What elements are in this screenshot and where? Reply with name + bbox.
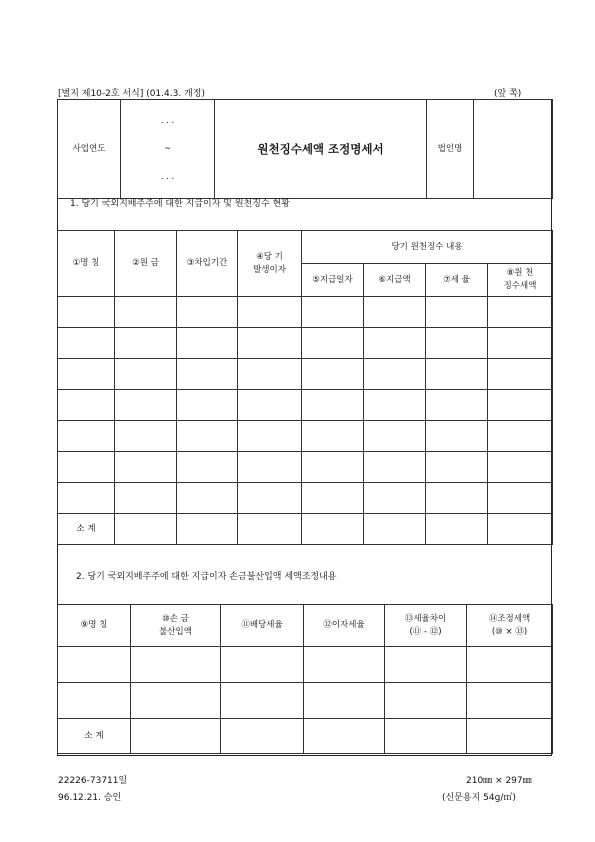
table-cell[interactable] <box>364 452 426 483</box>
table-cell[interactable] <box>115 328 177 359</box>
table-cell[interactable] <box>115 421 177 452</box>
subtotal-cell[interactable] <box>304 719 385 754</box>
table-cell[interactable] <box>131 647 221 683</box>
table-cell[interactable] <box>177 359 238 390</box>
table-row <box>58 421 553 452</box>
table-cell[interactable] <box>58 647 131 683</box>
table-cell[interactable] <box>58 452 115 483</box>
form-code: 22226-73711일 <box>58 776 128 786</box>
table-cell[interactable] <box>488 483 553 514</box>
paper-type: (신문용지 54g/㎡) <box>442 793 516 803</box>
subtotal-cell[interactable] <box>302 514 364 545</box>
table-cell[interactable] <box>58 483 115 514</box>
subtotal-cell[interactable] <box>364 514 426 545</box>
table-cell[interactable] <box>302 359 364 390</box>
section2-subtotal-label: 소 계 <box>58 719 131 754</box>
section1-subtotal-label: 소 계 <box>58 514 115 545</box>
table-cell[interactable] <box>488 452 553 483</box>
table-row <box>58 483 553 514</box>
s2-col-rate-diff: ⑬세율차이 (⑪ - ⑫) <box>385 605 467 647</box>
table-cell[interactable] <box>488 421 553 452</box>
table-cell[interactable] <box>488 328 553 359</box>
table-cell[interactable] <box>58 328 115 359</box>
table-cell[interactable] <box>238 390 302 421</box>
page-side: (앞 쪽) <box>494 89 522 99</box>
table-cell[interactable] <box>364 483 426 514</box>
table-cell[interactable] <box>302 421 364 452</box>
table-cell[interactable] <box>58 421 115 452</box>
table-cell[interactable] <box>364 328 426 359</box>
table-cell[interactable] <box>131 683 221 719</box>
subtotal-cell[interactable] <box>426 514 488 545</box>
corp-name-label: 법인명 <box>427 100 474 199</box>
table-cell[interactable] <box>221 683 304 719</box>
table-cell[interactable] <box>177 452 238 483</box>
table-cell[interactable] <box>115 390 177 421</box>
subtotal-cell[interactable] <box>488 514 553 545</box>
s2-col-name: ⑨명 칭 <box>58 605 131 647</box>
s2-col-interest-rate: ⑫이자세율 <box>304 605 385 647</box>
period-end-dots: . . . <box>160 172 175 182</box>
table-row <box>58 297 553 328</box>
table-cell[interactable] <box>426 421 488 452</box>
table-cell[interactable] <box>426 328 488 359</box>
table-cell[interactable] <box>58 390 115 421</box>
subtotal-cell[interactable] <box>221 719 304 754</box>
table-cell[interactable] <box>488 390 553 421</box>
table-cell[interactable] <box>488 297 553 328</box>
section1-title: 1. 당기 국외지배주주에 대한 지급이자 및 원천징수 현황 <box>70 199 290 209</box>
table-cell[interactable] <box>364 421 426 452</box>
form-id: [별지 제10-2호 서식] (01.4.3. 개정) <box>58 89 205 99</box>
business-year-period[interactable] <box>121 100 215 199</box>
col-principal: ②원 금 <box>115 231 177 297</box>
table-cell[interactable] <box>467 647 553 683</box>
table-cell[interactable] <box>304 647 385 683</box>
table-row <box>58 647 553 683</box>
form-title: 원천징수세액 조정명세서 <box>215 100 427 199</box>
subtotal-cell[interactable] <box>115 514 177 545</box>
table-cell[interactable] <box>238 297 302 328</box>
table-cell[interactable] <box>302 390 364 421</box>
table-cell[interactable] <box>238 359 302 390</box>
business-year-label: 사업연도 <box>58 100 121 199</box>
table-cell[interactable] <box>467 683 553 719</box>
section2-table <box>57 604 553 754</box>
table-row <box>58 328 553 359</box>
subtotal-cell[interactable] <box>131 719 221 754</box>
table-cell[interactable] <box>177 483 238 514</box>
s2-col-nondeductible: ⑩손 금 불산입액 <box>131 605 221 647</box>
table-cell[interactable] <box>488 359 553 390</box>
table-cell[interactable] <box>238 483 302 514</box>
table-cell[interactable] <box>302 452 364 483</box>
table-cell[interactable] <box>115 483 177 514</box>
col-tax-rate: ⑦세 율 <box>426 264 488 297</box>
table-cell[interactable] <box>238 452 302 483</box>
table-row <box>58 683 553 719</box>
table-cell[interactable] <box>426 390 488 421</box>
s2-col-dividend-rate: ⑪배당세율 <box>221 605 304 647</box>
table-cell[interactable] <box>304 683 385 719</box>
table-cell[interactable] <box>177 390 238 421</box>
table-cell[interactable] <box>426 359 488 390</box>
col-pay-amount: ⑥지급액 <box>364 264 426 297</box>
table-cell[interactable] <box>426 452 488 483</box>
col-current-interest: ④당 기 발생이자 <box>238 231 302 297</box>
table-cell[interactable] <box>426 297 488 328</box>
table-cell[interactable] <box>385 683 467 719</box>
col-borrow-period: ③차입기간 <box>177 231 238 297</box>
header-table <box>57 99 553 199</box>
table-cell[interactable] <box>364 390 426 421</box>
table-cell[interactable] <box>238 328 302 359</box>
col-pay-date: ⑤지급일자 <box>302 264 364 297</box>
subtotal-cell[interactable] <box>385 719 467 754</box>
table-row <box>58 359 553 390</box>
subtotal-cell[interactable] <box>177 514 238 545</box>
period-start-dots: . . . <box>160 116 175 126</box>
table-cell[interactable] <box>221 647 304 683</box>
table-cell[interactable] <box>115 297 177 328</box>
table-cell[interactable] <box>302 483 364 514</box>
s2-col-adjusted-tax: ⑭조정세액 (⑩ × ⑬) <box>467 605 553 647</box>
table-cell[interactable] <box>302 328 364 359</box>
col-withholding-tax: ⑧원 천 징수세액 <box>488 264 553 297</box>
table-cell[interactable] <box>385 647 467 683</box>
table-cell[interactable] <box>115 452 177 483</box>
table-row <box>58 452 553 483</box>
table-cell[interactable] <box>177 297 238 328</box>
col-name: ①명 칭 <box>58 231 115 297</box>
section1-table <box>57 230 553 545</box>
table-cell[interactable] <box>177 421 238 452</box>
subtotal-cell[interactable] <box>467 719 553 754</box>
table-cell[interactable] <box>426 483 488 514</box>
table-cell[interactable] <box>238 421 302 452</box>
table-row <box>58 390 553 421</box>
section2-title: 2. 당기 국외지배주주에 대한 지급이자 손금불산입액 세액조정내용 <box>76 572 337 582</box>
table-cell[interactable] <box>364 297 426 328</box>
table-cell[interactable] <box>302 297 364 328</box>
table-cell[interactable] <box>364 359 426 390</box>
period-tilde: ~ <box>163 144 172 154</box>
table-cell[interactable] <box>58 359 115 390</box>
approval-date: 96.12.21. 승인 <box>58 793 122 803</box>
withholding-group-header: 당기 원천징수 내용 <box>302 231 553 264</box>
subtotal-cell[interactable] <box>238 514 302 545</box>
table-cell[interactable] <box>115 359 177 390</box>
corp-name-field[interactable] <box>474 100 553 199</box>
table-cell[interactable] <box>177 328 238 359</box>
table-cell[interactable] <box>58 297 115 328</box>
table-cell[interactable] <box>58 683 131 719</box>
paper-size: 210㎜ × 297㎜ <box>466 776 532 786</box>
